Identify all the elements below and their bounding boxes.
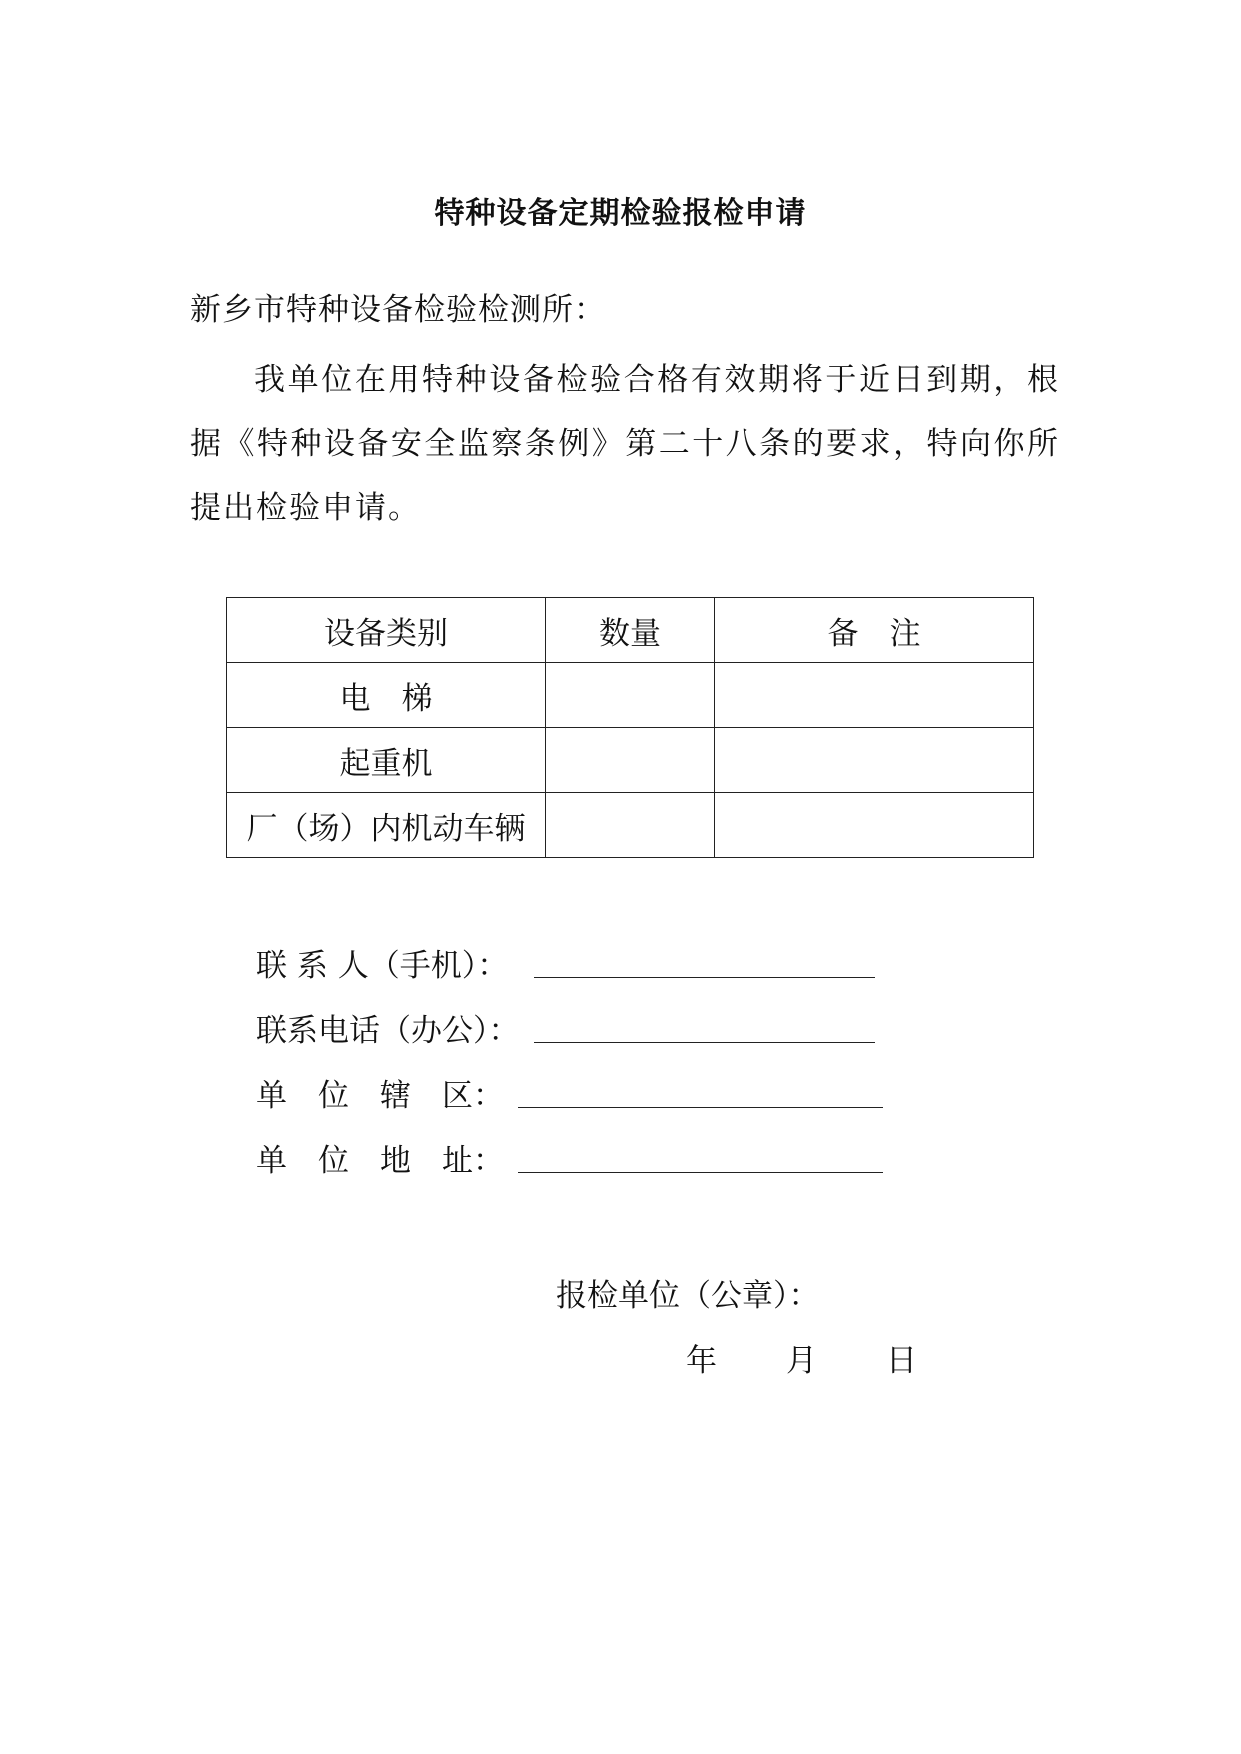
- contact-person-line[interactable]: [534, 977, 875, 978]
- header-remark: 备 注: [715, 598, 1034, 663]
- row-quantity-cell[interactable]: [546, 663, 715, 728]
- equipment-table: [226, 597, 1034, 858]
- row-remark-cell[interactable]: [715, 663, 1034, 728]
- row-quantity-cell[interactable]: [546, 728, 715, 793]
- row-remark-cell[interactable]: [715, 793, 1034, 858]
- row-category: 厂（场）内机动车辆: [227, 793, 546, 858]
- row-quantity-cell[interactable]: [546, 793, 715, 858]
- contact-person-label: 联 系 人（手机）：: [256, 948, 509, 984]
- header-category: 设备类别: [227, 598, 546, 663]
- address-label: 单 位 地 址：: [256, 1143, 504, 1179]
- document-title: 特种设备定期检验报检申请: [434, 196, 807, 231]
- table-row: [227, 663, 1034, 728]
- date-year: 年: [686, 1343, 717, 1379]
- stamp-label: 报检单位（公章）：: [556, 1278, 820, 1314]
- table-row: [227, 793, 1034, 858]
- row-category: 起重机: [227, 728, 546, 793]
- addressee: 新乡市特种设备检验检测所：: [190, 292, 606, 328]
- header-quantity: 数量: [546, 598, 715, 663]
- address-line[interactable]: [518, 1172, 883, 1173]
- table-header-row: [227, 598, 1034, 663]
- office-phone-label: 联系电话（办公）：: [256, 1013, 520, 1049]
- district-line[interactable]: [518, 1107, 883, 1108]
- table-row: [227, 728, 1034, 793]
- row-category: 电 梯: [227, 663, 546, 728]
- office-phone-line[interactable]: [534, 1042, 875, 1043]
- date-month: 月: [786, 1343, 817, 1379]
- district-label: 单 位 辖 区：: [256, 1078, 504, 1114]
- date-day: 日: [886, 1343, 917, 1379]
- row-remark-cell[interactable]: [715, 728, 1034, 793]
- application-body: 我单位在用特种设备检验合格有效期将于近日到期，根据《特种设备安全监察条例》第二十八条的要求，特向你所提出检验申请。: [190, 362, 1060, 526]
